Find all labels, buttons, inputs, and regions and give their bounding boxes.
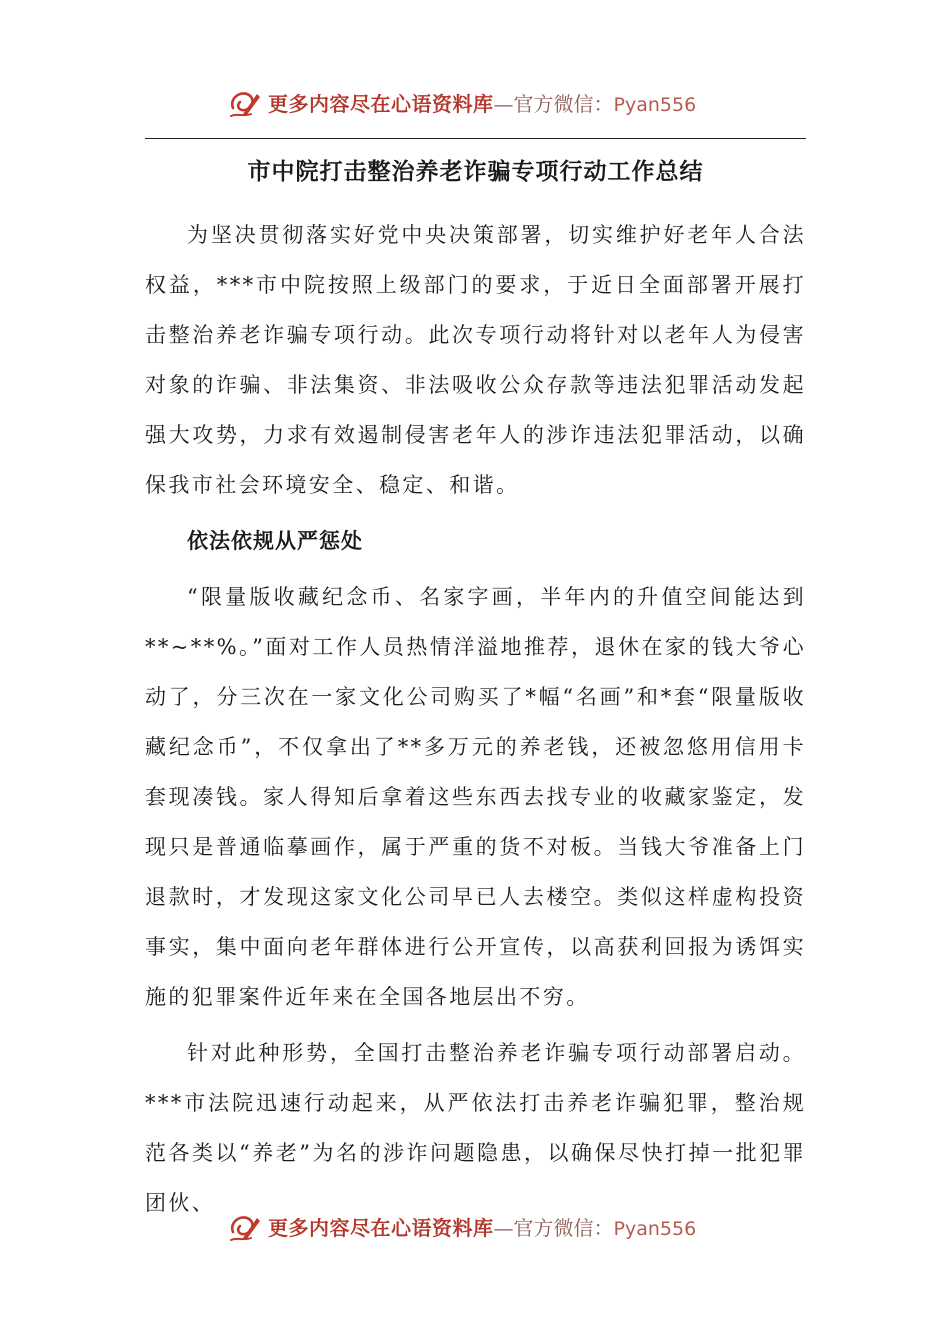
watermark-contact-id: Pyan556: [613, 1218, 697, 1240]
document-body: [145, 210, 806, 1228]
watermark-banner-bottom: [0, 1208, 950, 1248]
watermark-dash: —: [493, 92, 514, 116]
pen-nib-swirl-icon: [227, 86, 263, 122]
watermark-contact-label: 官方微信：: [513, 1216, 614, 1240]
header-divider: [145, 138, 806, 139]
section-heading: 依法依规从严惩处: [187, 529, 363, 553]
watermark-site-text: 更多内容尽在心语资料库: [268, 92, 494, 116]
watermark-dash: —: [493, 1216, 514, 1240]
body-paragraph: 针对此种形势，全国打击整治养老诈骗专项行动部署启动。***市法院迅速行动起来，从严依法打击养老诈骗犯罪，整治规范各类以“养老”为名的涉诈问题隐患，以确保尽快打掉一批犯罪团伙、: [145, 1041, 806, 1215]
body-paragraph: “限量版收藏纪念币、名家字画，半年内的升值空间能达到**~**%。”面对工作人员热情洋溢地推荐，退休在家的钱大爷心动了，分三次在一家文化公司购买了*幅“名画”和*套“限量版收藏纪念币”，不仅拿出了**多万元的养老钱，还被忽悠用信用卡套现凑钱。家人得知后拿着这些东西去找专业的收藏家鉴定，发现只是普通临摹画作，属于严重的货不对板。当钱大爷准备上门退款时，才发现这家文化公司早已人去楼空。类似这样虚构投资事实，集中面向老年群体进行公开宣传，以高获利回报为诱饵实施的犯罪案件近年来在全国各地层出不穷。: [145, 585, 806, 1009]
watermark-contact-label: 官方微信：: [513, 92, 614, 116]
watermark-site-text: 更多内容尽在心语资料库: [268, 1216, 494, 1240]
pen-nib-swirl-icon: [227, 1210, 263, 1246]
document-title: 市中院打击整治养老诈骗专项行动工作总结: [247, 158, 704, 185]
watermark-banner-top: [0, 84, 950, 124]
watermark-contact-id: Pyan556: [613, 94, 697, 116]
body-paragraph: 为坚决贯彻落实好党中央决策部署，切实维护好老年人合法权益，***市中院按照上级部门的要求，于近日全面部署开展打击整治养老诈骗专项行动。此次专项行动将针对以老年人为侵害对象的诈骗、非法集资、非法吸收公众存款等违法犯罪活动发起强大攻势，力求有效遏制侵害老年人的涉诈违法犯罪活动，以确保我市社会环境安全、稳定、和谐。: [145, 223, 806, 497]
